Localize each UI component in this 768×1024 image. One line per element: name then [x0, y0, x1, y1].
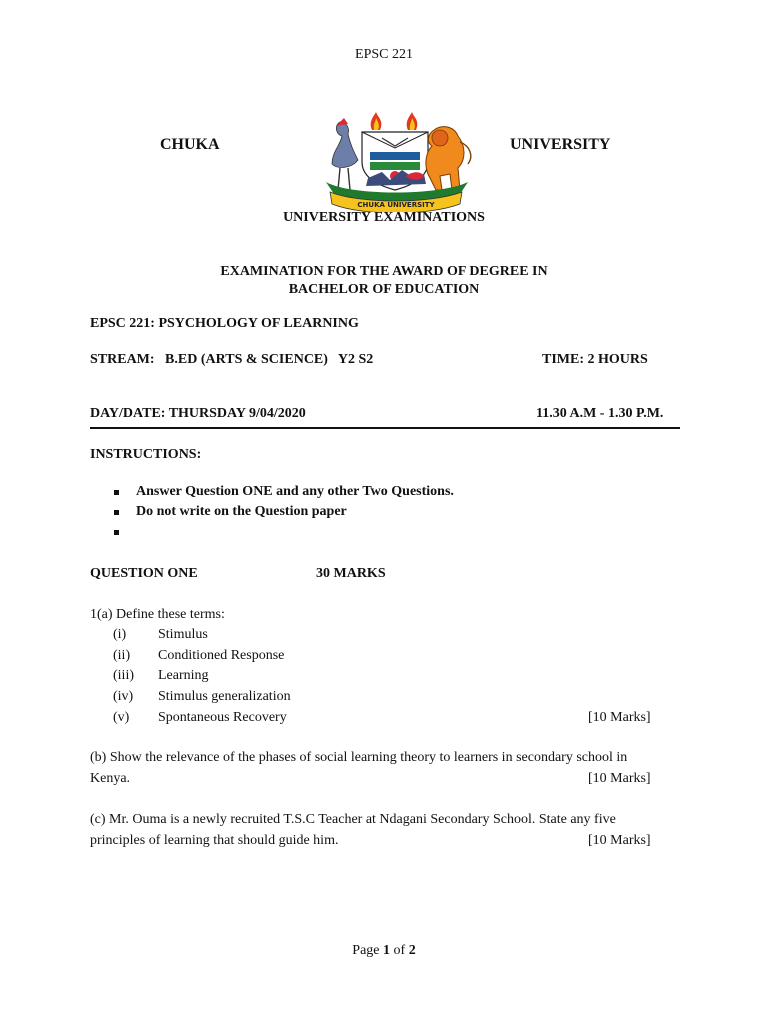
question-c-line-1: (c) Mr. Ouma is a newly recruited T.S.C Teacher at Ndagani Secondary School. State any five	[90, 812, 616, 827]
crest-banner-text: CHUKA UNIVERSITY	[357, 201, 435, 209]
of-word: of	[393, 943, 406, 958]
question-c-marks: [10 Marks]	[588, 833, 651, 848]
term-number: (iii)	[113, 668, 134, 683]
term-number: (iv)	[113, 689, 134, 704]
term-text: Stimulus generalization	[158, 689, 291, 704]
instruction-item: Answer Question ONE and any other Two Questions.	[136, 484, 454, 499]
page-word: Page	[352, 943, 380, 958]
question-a-intro: 1(a) Define these terms:	[90, 607, 225, 622]
stream-label: STREAM: B.ED (ARTS & SCIENCE) Y2 S2	[90, 352, 374, 367]
term-text: Stimulus	[158, 627, 208, 642]
page-total: 2	[408, 943, 416, 958]
title-chuka: CHUKA	[160, 136, 220, 153]
question-a-marks: [10 Marks]	[588, 710, 651, 725]
course-title: EPSC 221: PSYCHOLOGY OF LEARNING	[90, 316, 359, 331]
bullet-icon	[114, 490, 119, 495]
term-text: Learning	[158, 668, 209, 683]
term-text: Conditioned Response	[158, 648, 285, 663]
term-number: (ii)	[113, 648, 131, 663]
term-number: (i)	[113, 627, 127, 642]
page-number: 1	[383, 943, 391, 958]
header-code: EPSC 221	[355, 47, 413, 62]
question-one-marks: 30 MARKS	[316, 566, 386, 581]
header-divider	[90, 427, 680, 429]
title-university: UNIVERSITY	[510, 136, 611, 153]
question-b-line-2: Kenya.	[90, 771, 131, 786]
award-line-1: EXAMINATION FOR THE AWARD OF DEGREE IN	[220, 264, 548, 279]
question-c-line-2: principles of learning that should guide him.	[90, 833, 339, 848]
page-footer	[0, 943, 768, 959]
instructions-heading: INSTRUCTIONS:	[90, 447, 202, 462]
exam-date: DAY/DATE: THURSDAY 9/04/2020	[90, 406, 306, 421]
instruction-item: Do not write on the Question paper	[136, 504, 347, 519]
exam-duration: TIME: 2 HOURS	[542, 352, 648, 367]
exam-hours: 11.30 A.M - 1.30 P.M.	[536, 406, 664, 421]
university-crest-logo	[310, 112, 480, 212]
bullet-icon	[114, 510, 119, 515]
question-b-line-1: (b) Show the relevance of the phases of social learning theory to learners in secondary school in	[90, 750, 628, 765]
bullet-icon	[114, 530, 119, 535]
award-line-2: BACHELOR OF EDUCATION	[288, 282, 480, 297]
university-examinations: UNIVERSITY EXAMINATIONS	[283, 210, 485, 225]
term-text: Spontaneous Recovery	[158, 710, 287, 725]
question-b-marks: [10 Marks]	[588, 771, 651, 786]
term-number: (v)	[113, 710, 130, 725]
question-one-heading: QUESTION ONE	[90, 566, 198, 581]
